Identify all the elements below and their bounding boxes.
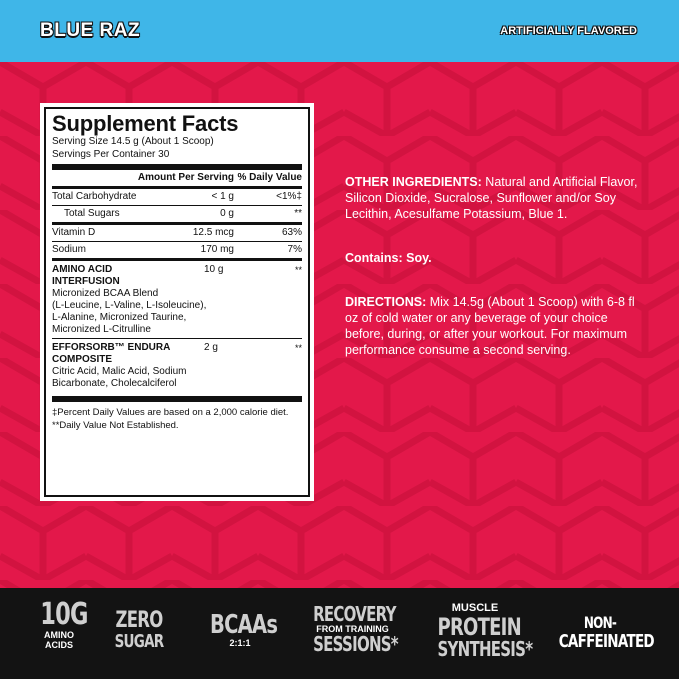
servings-per-container: Servings Per Container 30 [52,149,170,160]
table-row: Sodium 170 mg 7% [52,244,302,255]
flavor-name: BLUE RAZ [40,20,141,41]
table-row: Total Carbohydrate < 1 g <1%‡ [52,191,302,202]
dv-header: % Daily Value [237,172,302,183]
flavor-note: ARTIFICIALLY FLAVORED [500,25,637,37]
other-ingredients: OTHER INGREDIENTS: Natural and Artificial Flavor, Silicon Dioxide, Sucralose, Sunflower and/or Soy Lecithin, Acesulfame Potassium, Blue 1. [345,175,638,221]
facts-title: Supplement Facts [52,111,239,136]
efforsorb-blend: EFFORSORB™ ENDURA 2 g ** COMPOSITE Citric Acid, Malic Acid, Sodium Bicarbonate, Cholecalciferol [52,342,302,389]
footnotes: ‡Percent Daily Values are based on a 2,000 calorie diet. **Daily Value Not Established. [52,407,289,431]
badge-non-caffeinated: NON- CAFFEINATED [558,613,654,652]
flavor-banner [0,0,679,62]
contains-statement: Contains: Soy. [345,251,432,265]
badge-amino-acids: 10G AMINO ACIDS [40,597,88,650]
badge-bcaas: BCAAs 2:1:1 [210,610,278,648]
table-row: Total Sugars 0 g ** [64,208,302,219]
badge-recovery: RECOVERY FROM TRAINING SESSIONS* [313,602,398,656]
benefits-bar [0,588,679,679]
amino-blend: AMINO ACID 10 g ** INTERFUSION Micronized BCAA Blend (L-Leucine, L-Valine, L-Isoleucine), L-Alanine, Micronized Taurine, Micronized L-Citrulline [52,264,302,335]
badge-zero-sugar: ZERO SUGAR [114,608,164,652]
directions: DIRECTIONS: Mix 14.5g (About 1 Scoop) with 6-8 fl oz of cold water or any beverage of your choice before, during, or after your workout. For maximum performance consume a second serving. [345,295,635,357]
table-row: Vitamin D 12.5 mcg 63% [52,227,302,238]
amount-header: Amount Per Serving [137,172,234,183]
serving-size: Serving Size 14.5 g (About 1 Scoop) [52,136,214,147]
badge-protein-synthesis: MUSCLE PROTEIN SYNTHESIS* [437,602,533,661]
ingredients-text [345,174,645,376]
supplement-facts-panel [40,103,314,501]
facts-header-row [52,170,302,186]
